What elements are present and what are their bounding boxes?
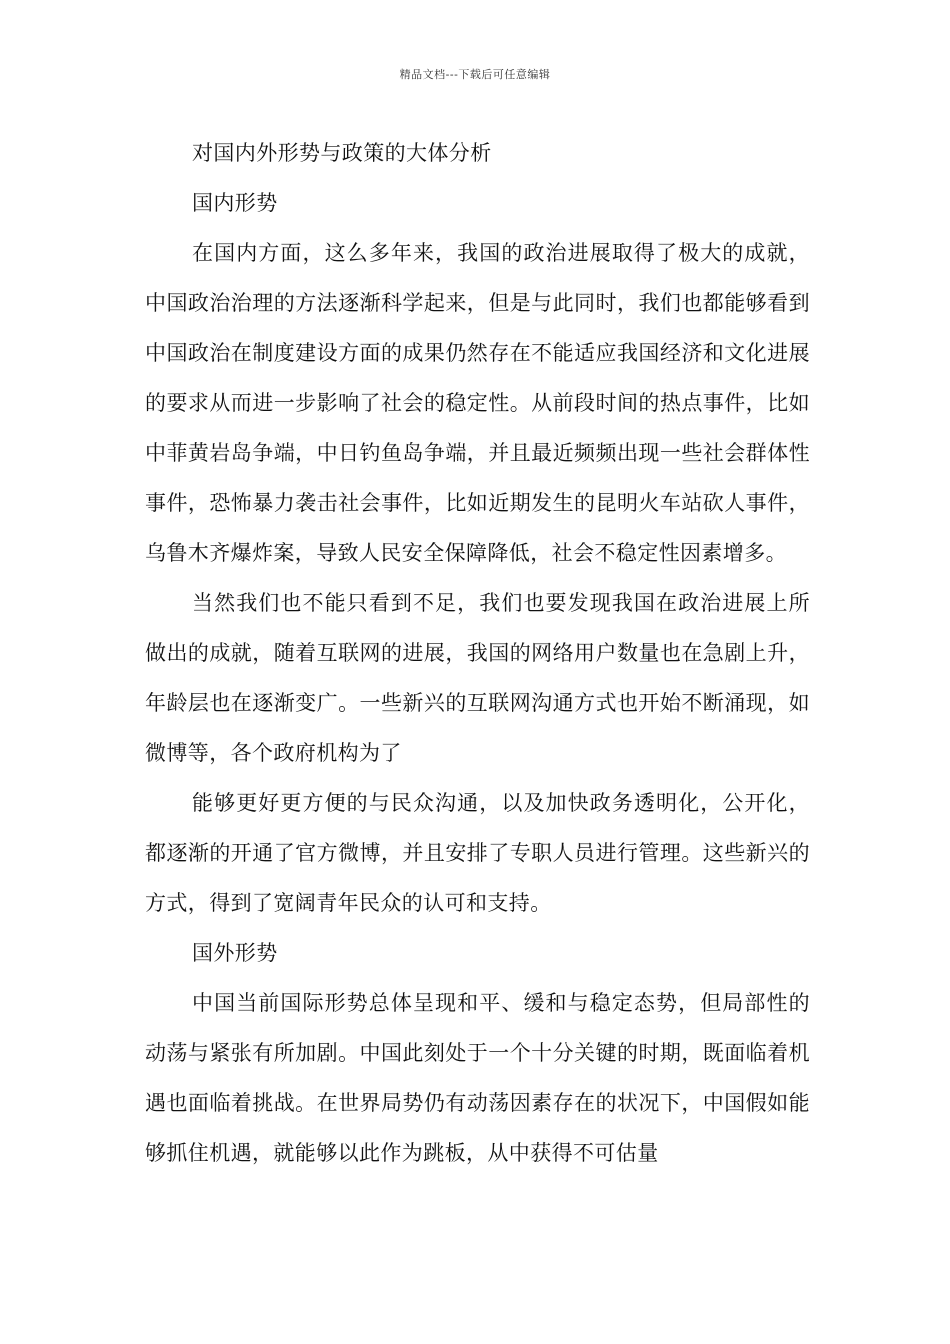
section-heading-domestic: 国内形势 — [192, 191, 278, 215]
document-title: 对国内外形势与政策的大体分析 — [192, 141, 492, 165]
paragraph-2: 当然我们也不能只看到不足，我们也要发现我国在政治进展上所做出的成就，随着互联网的进展，我国的网络用户数量也在急剧上升，年龄层也在逐渐变广。一些新兴的互联网沟通方式也开始不断涌现，如微博等，各个政府机构为了 — [145, 591, 810, 765]
section-heading-foreign: 国外形势 — [192, 941, 278, 965]
page-header: 精品文档---下载后可任意编辑 — [399, 68, 551, 81]
document-body — [145, 128, 810, 1178]
paragraph-4: 中国当前国际形势总体呈现和平、缓和与稳定态势，但局部性的动荡与紧张有所加剧。中国此刻处于一个十分关键的时期，既面临着机遇也面临着挑战。在世界局势仍有动荡因素存在的状况下，中国假如能够抓住机遇，就能够以此作为跳板，从中获得不可估量 — [145, 991, 810, 1165]
paragraph-3: 能够更好更方便的与民众沟通，以及加快政务透明化，公开化，都逐渐的开通了官方微博，并且安排了专职人员进行管理。这些新兴的方式，得到了宽阔青年民众的认可和支持。 — [145, 791, 810, 915]
paragraph-1: 在国内方面，这么多年来，我国的政治进展取得了极大的成就，中国政治治理的方法逐渐科学起来，但是与此同时，我们也都能够看到中国政治在制度建设方面的成果仍然存在不能适应我国经济和文化进展的要求从而进一步影响了社会的稳定性。从前段时间的热点事件，比如中菲黄岩岛争端，中日钓鱼岛争端，并且最近频频出现一些社会群体性事件，恐怖暴力袭击社会事件，比如近期发生的昆明火车站砍人事件，乌鲁木齐爆炸案，导致人民安全保障降低，社会不稳定性因素增多。 — [145, 241, 810, 565]
